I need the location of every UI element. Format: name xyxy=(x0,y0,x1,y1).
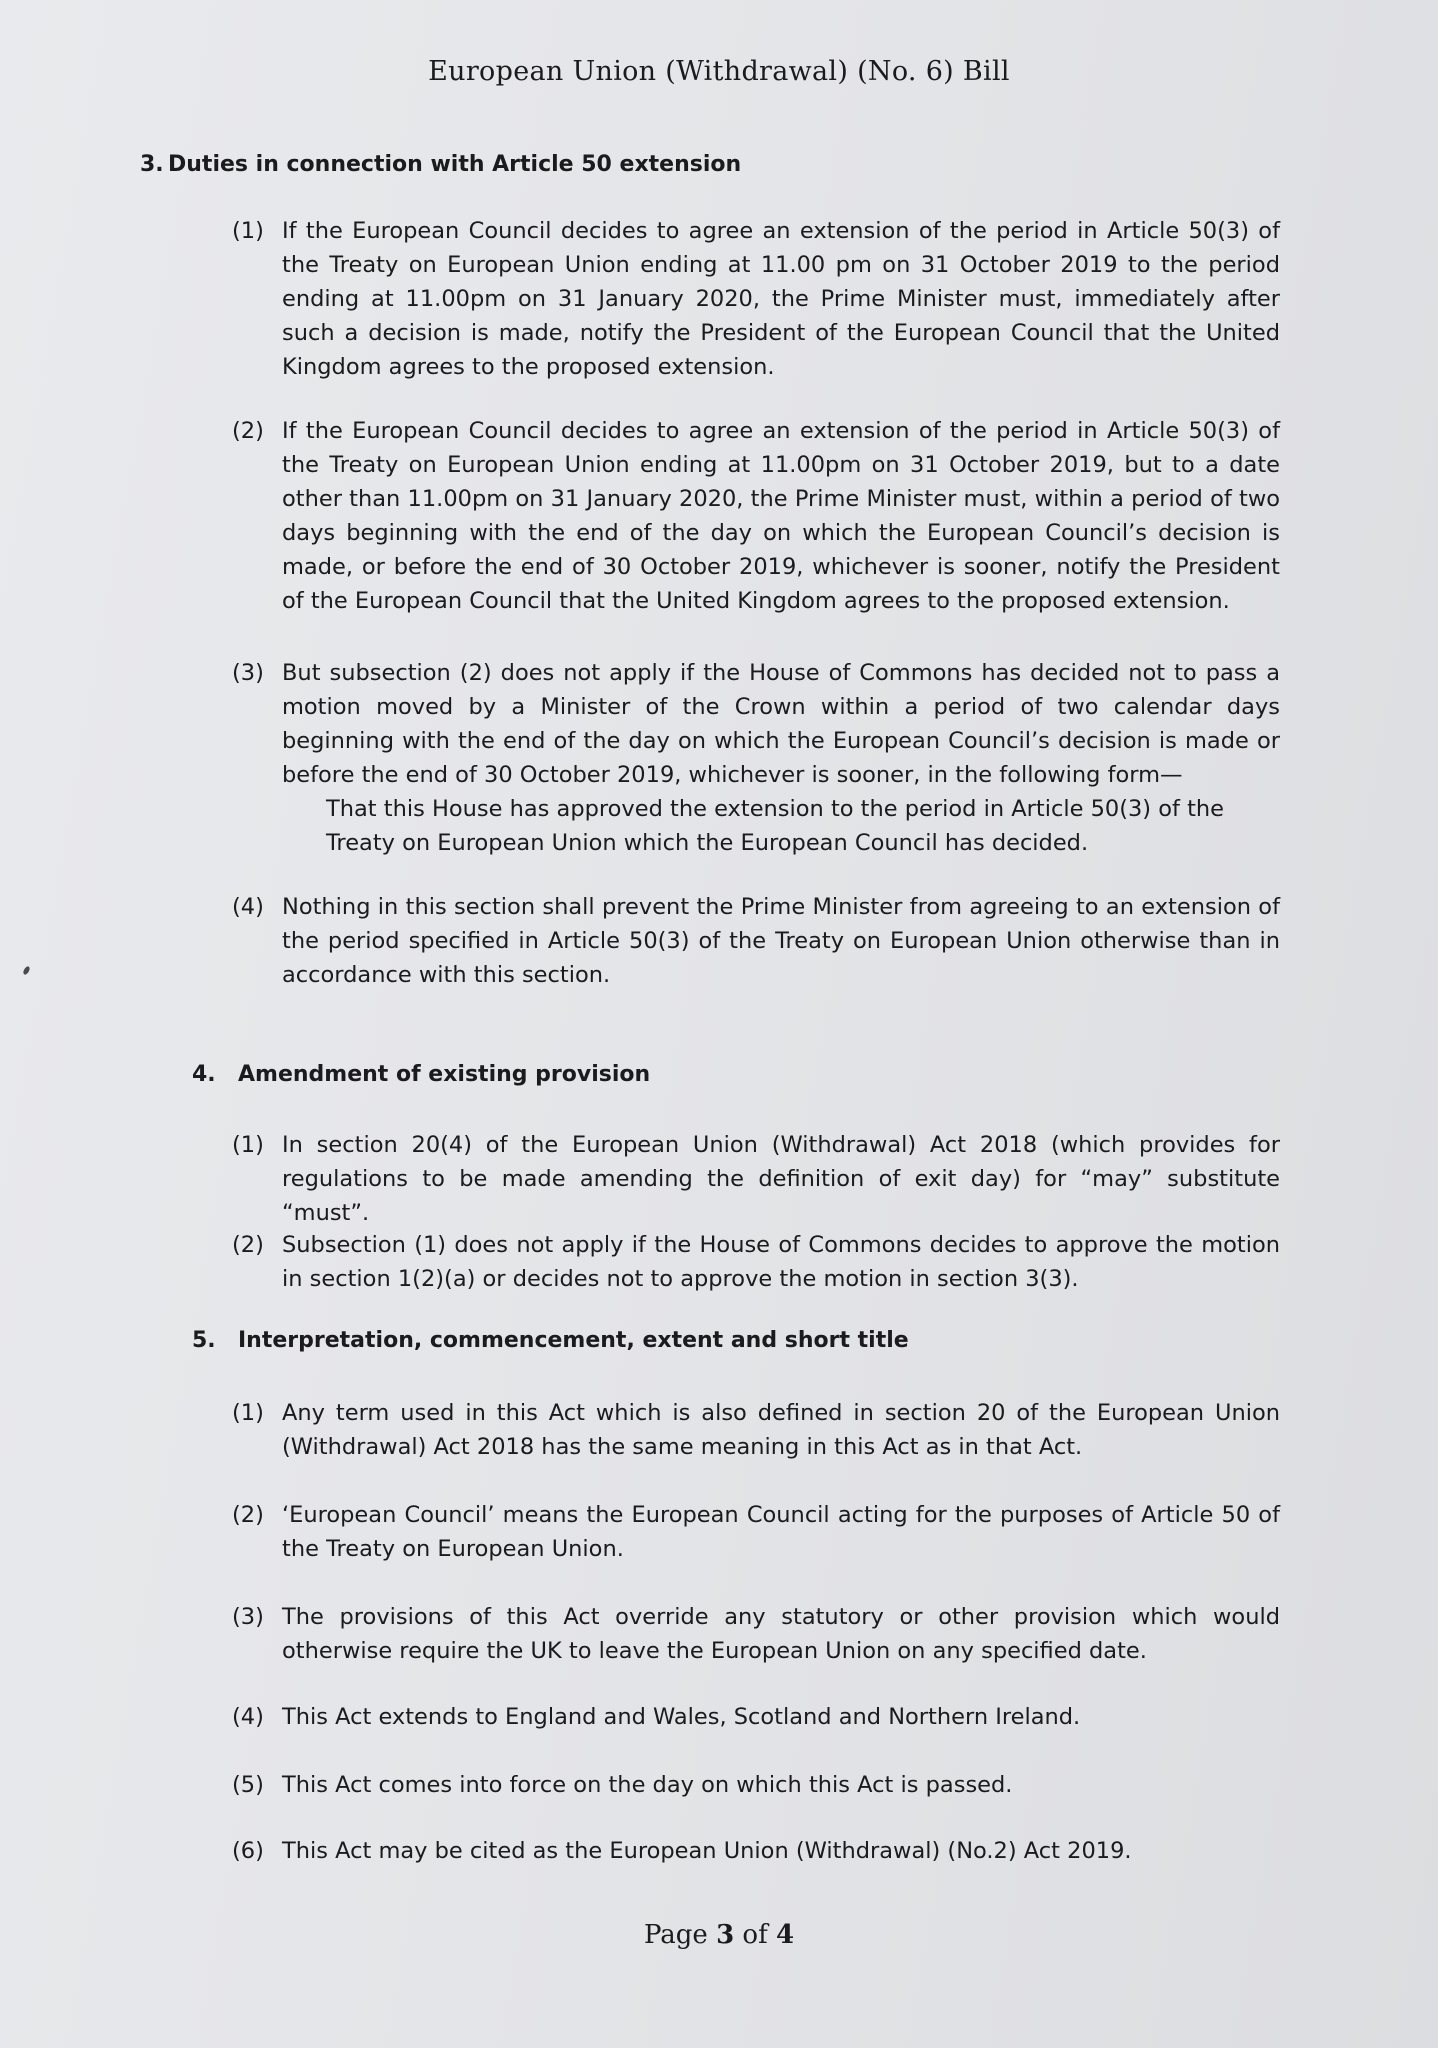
paragraph-number: (4) xyxy=(232,894,264,920)
paragraph-text: This Act comes into force on the day on which this Act is passed. xyxy=(282,1772,1013,1798)
section-title: Amendment of existing provision xyxy=(238,1062,651,1087)
paragraph-number: (5) xyxy=(232,1772,264,1798)
section-3-paragraph-1 xyxy=(232,214,1280,384)
paragraph-number: (4) xyxy=(232,1704,264,1730)
total-pages: 4 xyxy=(775,1920,795,1950)
paragraph-text: This Act may be cited as the European Union (Withdrawal) (No.2) Act 2019. xyxy=(282,1838,1132,1864)
paragraph-text: The provisions of this Act override any statutory or other provision which would otherwise require the UK to leave the European Union on any specified date. xyxy=(282,1604,1280,1664)
page-number-footer xyxy=(0,1920,1438,1950)
paragraph-text: Subsection (1) does not apply if the House of Commons decides to approve the motion in section 1(2)(a) or decides not to approve the motion in section 3(3). xyxy=(282,1232,1280,1292)
current-page: 3 xyxy=(716,1920,735,1950)
section-5-paragraph-5 xyxy=(232,1768,1280,1802)
paragraph-number: (3) xyxy=(232,1604,264,1630)
paragraph-number: (2) xyxy=(232,1232,264,1258)
paragraph-number: (1) xyxy=(232,1400,264,1426)
section-5-paragraph-2 xyxy=(232,1498,1280,1566)
paragraph-text: If the European Council decides to agree an extension of the period in Article 50(3) of the Treaty on European Union ending at 11.00 pm on 31 October 2019 to the period ending at 11.00pm on 31 January 2020, the Prime Minister must, immediately after such a decision is made, notify the President of the European Council that the United Kingdom agrees to the proposed extension. xyxy=(282,218,1280,380)
paragraph-text: If the European Council decides to agree an extension of the period in Article 50(3) of the Treaty on European Union ending at 11.00pm on 31 October 2019, but to a date other than 11.00pm on 31 January 2020, the Prime Minister must, within a period of two days beginning with the end of the day on which the European Council’s decision is made, or before the end of 30 October 2019, whichever is sooner, notify the President of the European Council that the United Kingdom agrees to the proposed extension. xyxy=(282,418,1280,614)
section-4-paragraph-1 xyxy=(232,1128,1280,1230)
section-number: 5. xyxy=(192,1328,216,1353)
section-3-paragraph-3 xyxy=(232,656,1280,860)
section-3-paragraph-2 xyxy=(232,414,1280,618)
paragraph-text: ‘European Council’ means the European Council acting for the purposes of Article 50 of the Treaty on European Union. xyxy=(282,1502,1280,1562)
motion-quote: That this House has approved the extension to the period in Article 50(3) of the Treaty on European Union which the European Council has decided. xyxy=(326,796,1225,856)
of-word: of xyxy=(742,1920,768,1950)
section-3-heading xyxy=(140,152,741,177)
paragraph-number: (1) xyxy=(232,218,264,244)
paragraph-number: (6) xyxy=(232,1838,264,1864)
page-word: Page xyxy=(643,1920,708,1950)
section-number: 4. xyxy=(192,1062,216,1087)
paragraph-number: (1) xyxy=(232,1132,264,1158)
paragraph-text: This Act extends to England and Wales, Scotland and Northern Ireland. xyxy=(282,1704,1081,1730)
section-4-heading xyxy=(192,1062,650,1087)
paper-speck xyxy=(22,965,31,975)
section-3-paragraph-4 xyxy=(232,890,1280,992)
paragraph-text: But subsection (2) does not apply if the House of Commons has decided not to pass a motion moved by a Minister of the Crown within a period of two calendar days beginning with the end of the day on which the European Council’s decision is made or before the end of 30 October 2019, whichever is sooner, in the following form— xyxy=(282,660,1280,788)
paragraph-text: Nothing in this section shall prevent the Prime Minister from agreeing to an extension of the period specified in Article 50(3) of the Treaty on European Union otherwise than in accordance with this section. xyxy=(282,894,1280,988)
paragraph-text: In section 20(4) of the European Union (Withdrawal) Act 2018 (which provides for regulations to be made amending the definition of exit day) for “may” substitute “must”. xyxy=(282,1132,1280,1226)
section-title: Interpretation, commencement, extent and short title xyxy=(238,1328,909,1353)
section-number: 3. xyxy=(140,152,164,177)
paragraph-number: (2) xyxy=(232,418,264,444)
paragraph-text: Any term used in this Act which is also defined in section 20 of the European Union (Withdrawal) Act 2018 has the same meaning in this Act as in that Act. xyxy=(282,1400,1280,1460)
section-5-heading xyxy=(192,1328,909,1353)
document-title: European Union (Withdrawal) (No. 6) Bill xyxy=(428,56,1010,87)
section-4-paragraph-2 xyxy=(232,1228,1280,1296)
section-5-paragraph-3 xyxy=(232,1600,1280,1668)
paragraph-number: (2) xyxy=(232,1502,264,1528)
section-5-paragraph-4 xyxy=(232,1700,1280,1734)
section-5-paragraph-1 xyxy=(232,1396,1280,1464)
section-title: Duties in connection with Article 50 extension xyxy=(168,152,742,177)
section-5-paragraph-6 xyxy=(232,1834,1280,1868)
paragraph-number: (3) xyxy=(232,660,264,686)
